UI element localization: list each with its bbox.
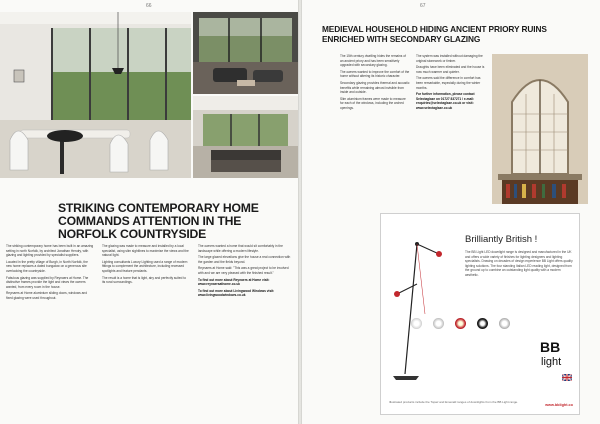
bb-light-logo: [539, 338, 573, 368]
paragraph: Reynaers at Home said: "This was a great project to be involved with and we are very pleased with the finished result.": [198, 266, 289, 275]
advert-title: Brilliantly British !: [465, 234, 538, 245]
paragraph: Located in the pretty village of Burgh, in North Norfolk, the new home replaces a dated bungalow on a generous site overlooking the countryside.: [6, 259, 88, 273]
left-page: [0, 0, 298, 424]
arched-window-photo: [492, 54, 588, 204]
advert-url[interactable]: www.bblight.co: [545, 403, 573, 407]
downlight-product: [499, 318, 510, 329]
livingwood-link[interactable]: To find out more about Livingwood Windows visit: www.livingwoodwindows.co.uk: [198, 288, 275, 298]
page-number: 66: [146, 3, 152, 9]
svg-text:BB: BB: [540, 339, 561, 355]
downlight-product: [433, 318, 444, 329]
paragraph: The 15th century dwelling hides the remains of an ancient priory and has been sensitively upgraded with secondary glazing.: [340, 54, 406, 68]
selectaglaze-contact[interactable]: For further information, please contact Selectaglaze on 01727 837271 / e-mail: enquiries@selectaglaze.co.uk or visit: www.selectaglaze.co.uk: [416, 92, 475, 110]
paragraph: The glazing was made to measure and installed by a local specialist, using slim sightlines to maximise the views and the natural light.: [102, 244, 189, 258]
paragraph: The owners said the difference in comfort has been remarkable, especially during the winter months.: [416, 76, 481, 90]
paragraph: Lighting consultants Luxury Lighting used a range of modern fittings to complement the architecture, including recessed spotlights and feature pendants.: [102, 259, 188, 273]
paragraph: Fabulous glazing was supplied by Reynaers at Home. The distinctive frames provide the light and views the owners wanted, from every room in the house.: [6, 275, 89, 289]
svg-text:light: light: [541, 356, 562, 368]
downlight-product: [477, 318, 488, 329]
paragraph: The owners wanted a home that would sit comfortably in the landscape while offering a modern lifestyle.: [198, 244, 283, 253]
right-column-2: [416, 54, 486, 113]
advert-caption: Illustrated products include the Topaz and Emerald ranges of downlights from the BB Light range.: [389, 400, 519, 404]
paragraph: Reynaers at Home aluminium sliding doors, windows and fixed glazing were used throughout.: [6, 291, 87, 300]
reynaers-link[interactable]: To find out more about Reynaers at Home visit: www.reynaersathome.co.uk: [198, 277, 270, 287]
paragraph: The striking contemporary home has been built in an amazing setting in north Norfolk, by architect Jonathan Hendry, with glazing and lighting provided by specialist suppliers.: [6, 244, 94, 258]
union-jack-icon: [562, 374, 572, 381]
kitchen-photo: [193, 96, 298, 178]
floor-lamp-illustration: [387, 224, 457, 384]
left-headline: STRIKING CONTEMPORARY HOME COMMANDS ATTENTION IN THE NORFOLK COUNTRYSIDE: [58, 201, 259, 241]
right-headline: MEDIEVAL HOUSEHOLD HIDING ANCIENT PRIORY RUINS ENRICHED WITH SECONDARY GLAZING: [322, 24, 547, 44]
advert-body: The BB Light LED downlight range is designed and manufactured in the UK and offers a wide variety of finishes for lighting designers and lighting specialists. Drawing on decades of design experience BB Light offers quality lighting solutions. The four standing Italian LED reading light, designed from the ground up to combine an outstanding light quality with a modern aesthetic.: [465, 250, 573, 277]
lounge-photo: [193, 12, 298, 94]
page-number: 67: [420, 3, 426, 9]
left-column-3: [198, 244, 292, 300]
paragraph: Draughts have been eliminated and the house is now much warmer and quieter.: [416, 65, 485, 74]
paragraph: The system was installed without damaging the original stonework or timber.: [416, 54, 483, 63]
bb-light-advert: [380, 213, 580, 415]
paragraph: Slim aluminium frames were made to measure for each of the windows, including the arched openings.: [340, 96, 406, 110]
left-column-1: [6, 244, 94, 303]
living-room-photo: [0, 12, 191, 178]
paragraph: Secondary glazing provides thermal and acoustic benefits while remaining almost invisible from inside and outside.: [340, 80, 410, 95]
paragraph: The large glazed elevations give the house a real connection with the garden and the fields beyond.: [198, 255, 291, 264]
right-column-1: [340, 54, 410, 113]
downlight-product: [411, 318, 422, 329]
paragraph: The result is a home that is light, airy and perfectly suited to its rural surroundings.: [102, 275, 186, 285]
downlight-product: [455, 318, 466, 329]
left-column-2: [102, 244, 190, 287]
paragraph: The owners wanted to improve the comfort of the home without altering its historic character.: [340, 69, 410, 79]
